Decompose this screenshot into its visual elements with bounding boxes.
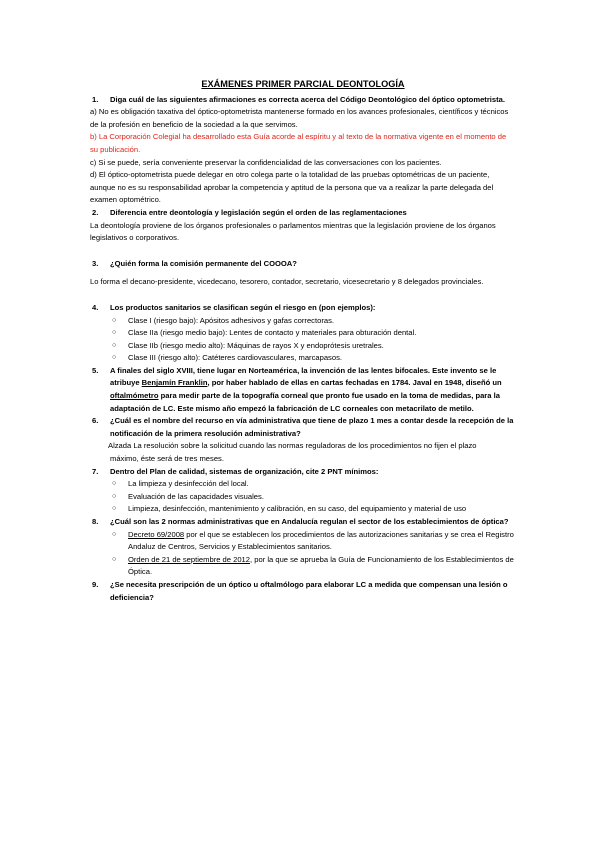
bullet-icon: ○	[112, 329, 117, 337]
list-item: ○ Clase IIb (riesgo medio alto): Máquinas de rayos X y endoprótesis uretrales.	[90, 340, 516, 353]
answer-6: Alzada La resolución sobre la solicitud cuando las normas reguladoras de los procedimientos no fijen el plazo	[108, 441, 477, 451]
document-body	[90, 78, 516, 604]
question-text: ¿Cuál es el nombre del recurso en vía administrativa que tiene de plazo 1 mes a contar desde la recepción de la notificación de la primera resolución administrativa?	[110, 416, 514, 438]
question-number: 1.	[92, 94, 99, 104]
instrument-link: oftalmómetro	[110, 391, 159, 401]
question-number: 5.	[92, 365, 99, 375]
option-c: c) Si se puede, sería conveniente preservar la confidencialidad de las conversaciones con los pacientes.	[90, 157, 442, 167]
question-text: ¿Se necesita prescripción de un óptico u oftalmólogo para elaborar LC a medida que compensan una lesión o deficiencia?	[110, 579, 508, 602]
question-7	[90, 466, 516, 479]
question-9	[90, 579, 516, 604]
page-title: EXÁMENES PRIMER PARCIAL DEONTOLOGÍA	[201, 79, 405, 89]
option-a: a) No es obligación taxativa del óptico-optometrista mantenerse formado en los avances profesionales, científicos y técnicos de la profesión en beneficio de la sociedad a la que servimos.	[90, 107, 509, 129]
question-text: A finales del siglo XVIII, tiene lugar en Norteamérica, la invención de las lentes bifocales. Este invento se le atribuye Benjamín Franklin, por haber hablado de ellas en cartas fechadas en 1784. Javal en 1948, diseñó un oftalmómetro para medir parte de la topografía corneal que pronto fue usado en la toma de medidas, para la adaptación de LC. Este mismo año empezó la fabricación de LC corneales con metacrilato de metilo.	[110, 365, 502, 413]
question-number: 8.	[92, 517, 99, 526]
bullet-icon: ○	[112, 354, 117, 362]
question-2	[90, 207, 516, 220]
answer-2: La deontología proviene de los órganos profesionales o parlamentos mientras que la legislación proviene de los órganos legislativos o corporativos.	[90, 220, 496, 243]
question-3	[90, 258, 516, 271]
list-item: ○ La limpieza y desinfección del local.	[90, 478, 516, 491]
list-item: ○ Clase III (riesgo alto): Catéteres cardiovasculares, marcapasos.	[90, 352, 516, 365]
question-4	[90, 302, 516, 315]
question-number: 4.	[92, 302, 99, 312]
question-text: Dentro del Plan de calidad, sistemas de organización, cite 2 PNT mínimos:	[110, 466, 379, 476]
answer-6-continued: máximo, éste será de tres meses.	[110, 454, 224, 464]
list-item: ○ Decreto 69/2008 por el que se establecen los procedimientos de las autorizaciones sanitarias y se crea el Registro Andaluz de Centros, Servicios y Establecimientos sanitarios.	[112, 529, 514, 552]
list-item: ○ Clase I (riesgo bajo): Apósitos adhesivos y gafas correctoras.	[90, 315, 516, 328]
list-item: ○ Evaluación de las capacidades visuales.	[90, 491, 516, 504]
order-link[interactable]: Orden de 21 de septiembre de 2012	[128, 554, 251, 564]
option-d: d) El óptico-optometrista puede delegar en otro colega parte o la totalidad de las pruebas optométricas de un paciente, aunque no es su responsabilidad aprobar la competencia y aptitud de la persona que va a realizar la parte delegada del examen optométrico.	[90, 170, 494, 205]
bullet-icon: ○	[112, 530, 117, 538]
question-text: Diga cuál de las siguientes afirmaciones es correcta acerca del Código Deontológico del óptico optometrista.	[110, 94, 505, 104]
question-1	[90, 94, 516, 107]
bullet-icon: ○	[112, 492, 117, 500]
bullet-icon: ○	[112, 316, 117, 324]
question-number: 6.	[92, 416, 99, 426]
question-number: 7.	[92, 466, 99, 476]
question-number: 3.	[92, 258, 99, 268]
question-text: Diferencia entre deontología y legislación según el orden de las reglamentaciones	[110, 207, 407, 217]
question-text: Los productos sanitarios se clasifican según el riesgo en (pon ejemplos):	[110, 302, 376, 312]
decree-link[interactable]: Decreto 69/2008	[128, 529, 185, 539]
list-item: ○ Limpieza, desinfección, mantenimiento y calibración, en su caso, del equipamiento y material de uso	[90, 503, 516, 516]
question-number: 2.	[92, 207, 99, 217]
list-item: ○ Clase IIa (riesgo medio bajo): Lentes de contacto y materiales para obturación dental.	[90, 327, 516, 340]
question-6	[90, 415, 516, 440]
bullet-icon: ○	[112, 480, 117, 488]
question-text: ¿Cuál son las 2 normas administrativas que en Andalucía regulan el sector de los establecimientos de óptica?	[110, 517, 509, 526]
person-link: Benjamín Franklin	[141, 378, 208, 388]
answer-3: Lo forma el decano-presidente, vicedecano, tesorero, contador, secretario, vicesecretario y 8 delegados provinciales.	[90, 277, 484, 287]
question-number: 9.	[92, 579, 99, 589]
question-8	[90, 516, 516, 529]
bullet-icon: ○	[112, 555, 117, 563]
bullet-icon: ○	[112, 505, 117, 513]
option-b-correct: b) La Corporación Colegial ha desarrollado esta Guía acorde al espíritu y al texto de la normativa vigente en el momento de su publicación.	[90, 132, 507, 154]
bullet-icon: ○	[112, 341, 117, 349]
question-text: ¿Quién forma la comisión permanente del COOOA?	[110, 258, 297, 268]
list-item: ○ Orden de 21 de septiembre de 2012, por la que se aprueba la Guía de Funcionamiento de los Establecimientos de Óptica.	[112, 554, 514, 577]
question-5	[90, 365, 516, 415]
